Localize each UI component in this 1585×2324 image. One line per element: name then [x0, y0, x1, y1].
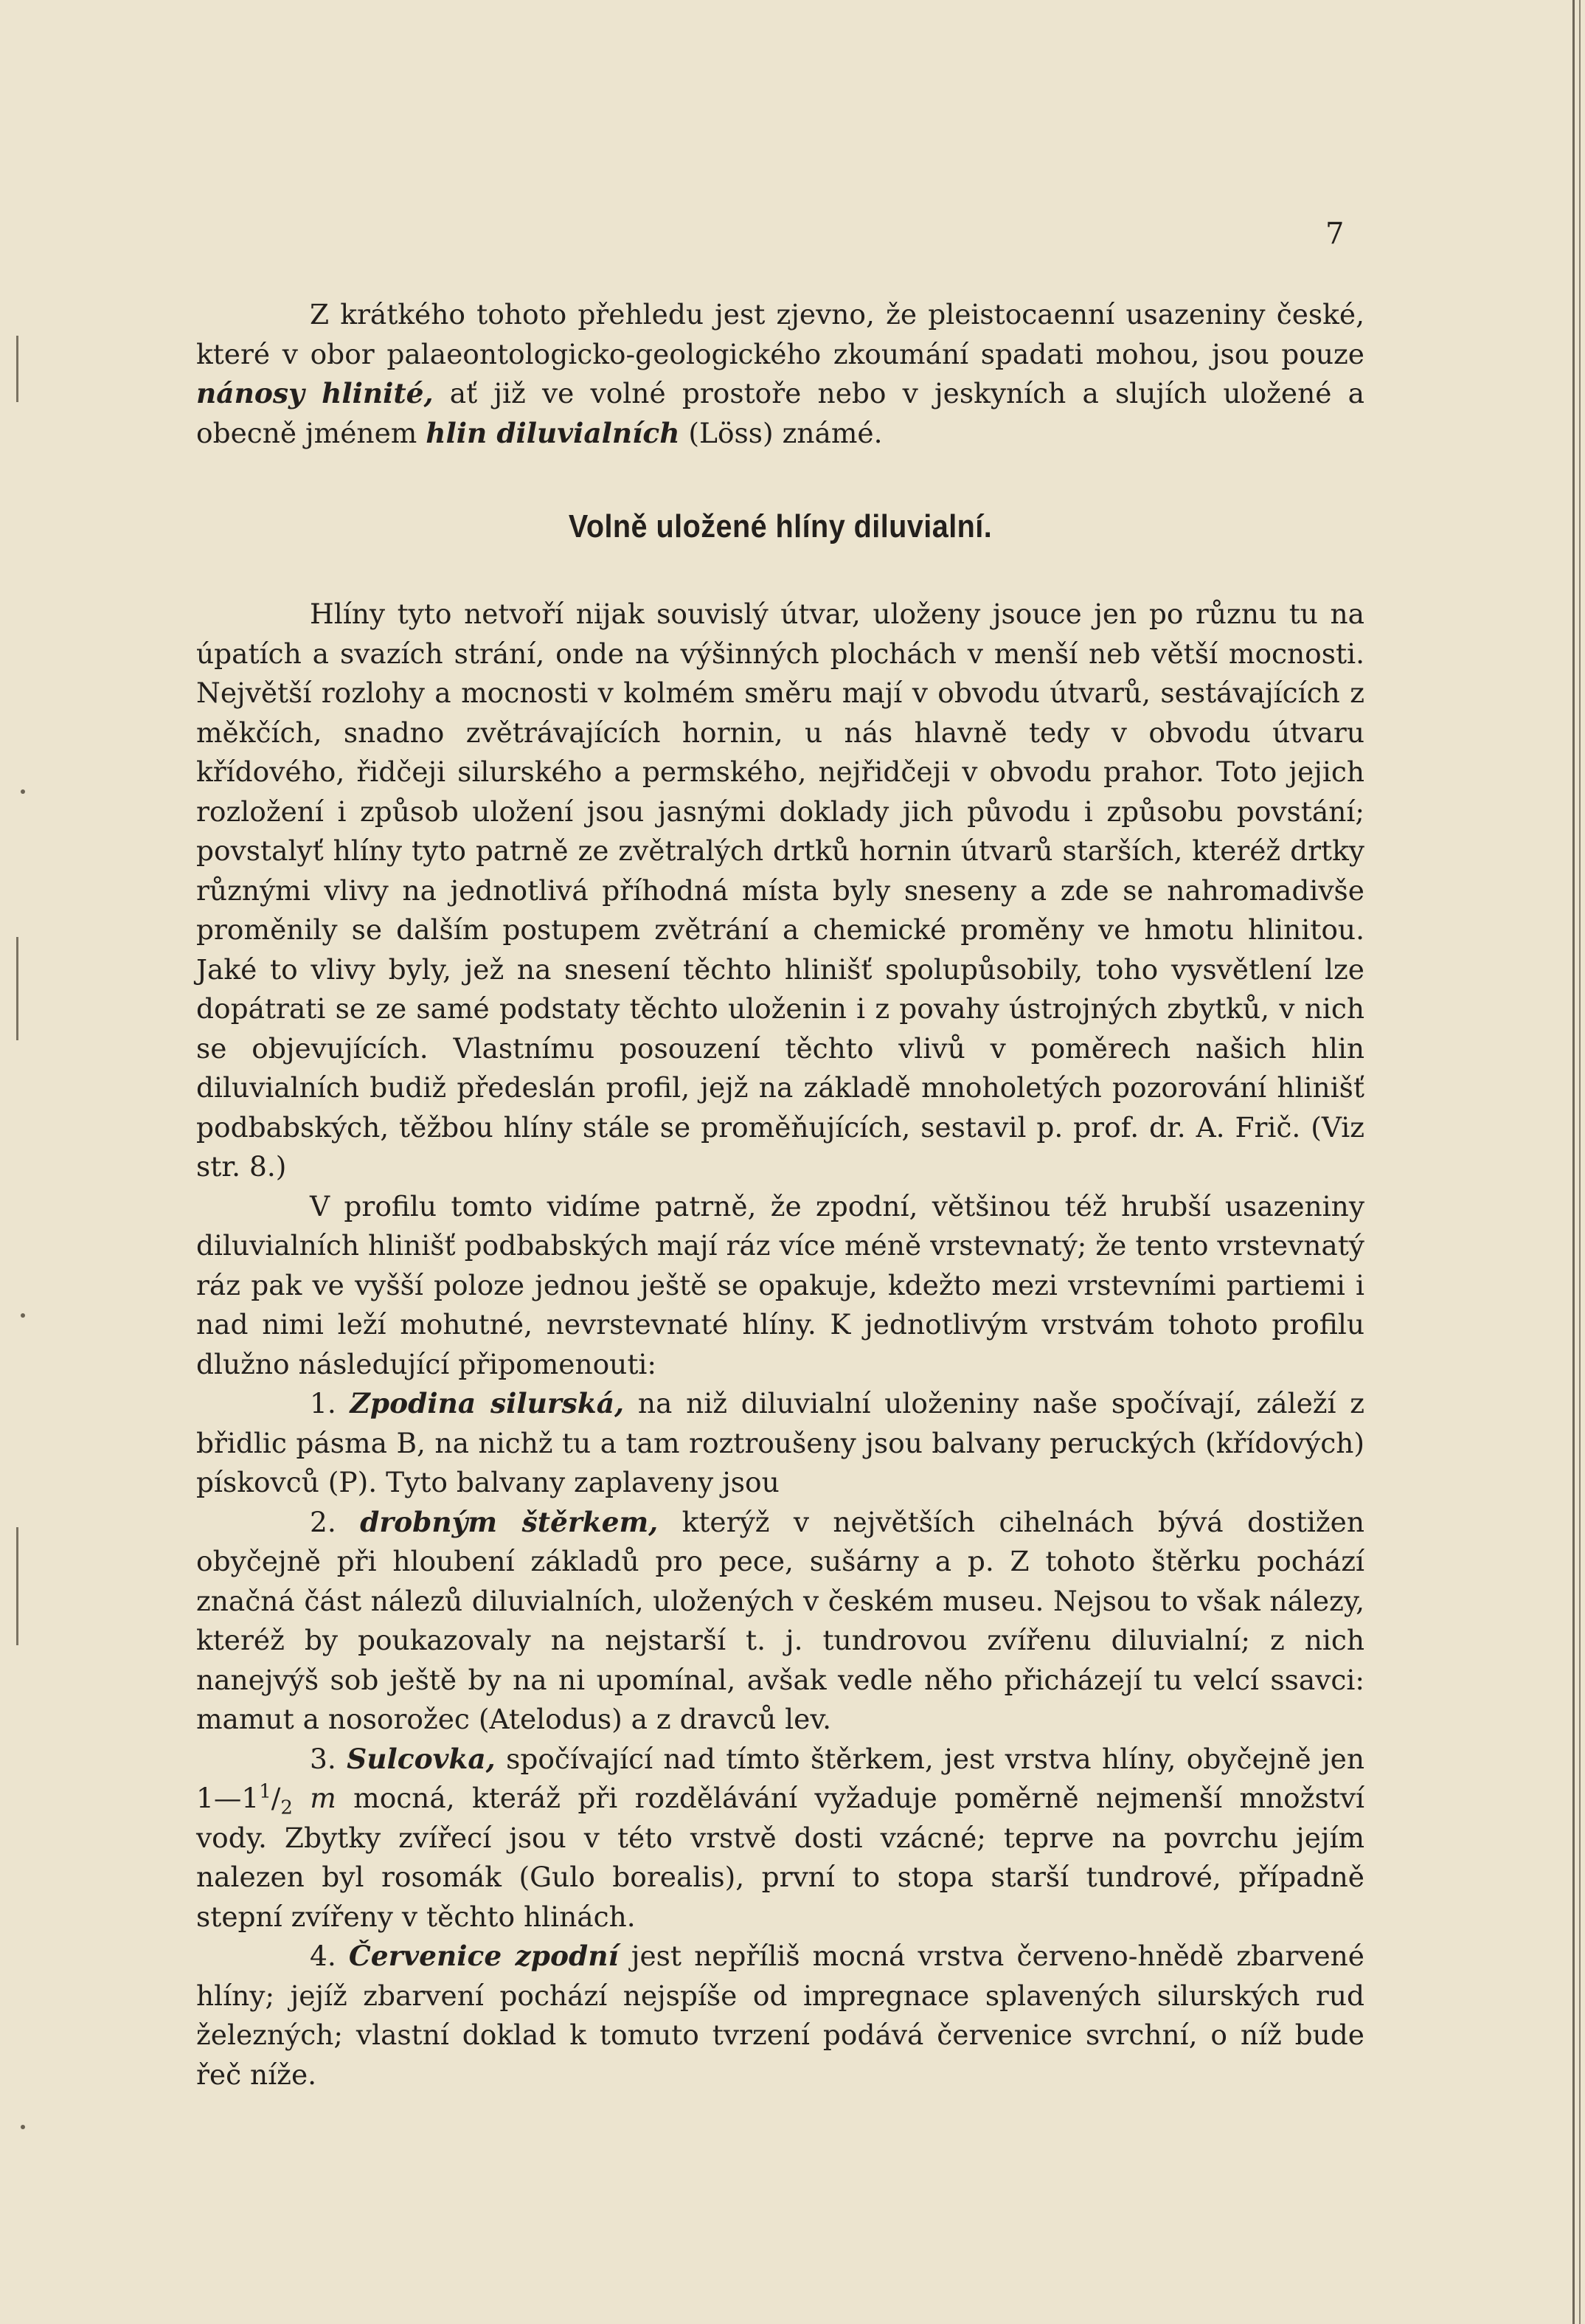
fraction-slash: / — [271, 1782, 281, 1814]
intro-emphasis: nánosy hlinité, — [196, 377, 434, 409]
list-item-number: 3. — [310, 1742, 347, 1775]
list-item-3 — [196, 1740, 1364, 1937]
paragraph-profil: V profilu tomto vidíme patrně, že zpodní, většinou též hrubší usazeniny diluvialních hlinišť podbabských mají ráz více méně vrstevnatý; že tento vrstevnatý ráz pak ve vyšší poloze jednou ještě se opakuje, kdežto mezi vrstevními partiemi i nad nimi leží mohutné, nevrstevnaté hlíny. K jednotlivým vrstvám tohoto profilu dlužno následující připomenouti: — [196, 1189, 1364, 1380]
list-item-term: Zpodina silurská, — [350, 1387, 625, 1419]
list-item-term: Sulcovka, — [347, 1742, 496, 1775]
margin-dot — [21, 1313, 25, 1318]
unit-label: m — [292, 1782, 336, 1814]
fraction-denominator: 2 — [280, 1796, 293, 1819]
list-item-2 — [196, 1503, 1364, 1740]
list-item-text: mocná, kteráž při rozdělávání vyžaduje poměrně nejmenší množství vody. Zbytky zvířecí jsou v této vrstvě dosti vzácné; teprve na povrchu jejím nalezen byl rosomák (Gulo borealis), první to stopa starší tundrové, případně stepní zvířeny v těchto hlinách. — [196, 1782, 1364, 1933]
page-edge-line-outer — [1579, 0, 1581, 2324]
list-item-text: jest nepříliš mocná vrstva červeno-hnědě zbarvené hlíny; jejíž zbarvení pochází nejspíše od impregnace splavených silurských rud železných; vlastní doklad k tomuto tvrzení podává červenice svrchní, o níž bude řeč níže. — [196, 1940, 1364, 2091]
intro-emphasis: hlin diluvialních — [426, 416, 680, 449]
margin-mark — [16, 937, 18, 1040]
list-item-number: 4. — [310, 1940, 349, 1972]
intro-text: ať již ve volné prostoře nebo v jeskyních a slujích uložené a obecně jménem — [196, 377, 1364, 449]
fraction-numerator: 1 — [259, 1780, 271, 1803]
intro-text: Z krátkého tohoto přehledu jest zjevno, že pleistocaenní usazeniny české, které v obor palaeontologicko-geologického zkoumání spadati mohou, jsou pouze — [196, 298, 1364, 370]
list-item-number: 2. — [310, 1505, 361, 1538]
margin-mark — [16, 1527, 18, 1645]
page-number: 7 — [1325, 217, 1345, 251]
margin-dot — [21, 2125, 25, 2129]
margin-dot — [21, 789, 25, 794]
margin-mark — [16, 336, 18, 402]
list-item-term: Červenice zpodní — [348, 1940, 619, 1972]
body-text — [196, 295, 1364, 2095]
section-heading — [196, 506, 1364, 547]
list-item-text: spočívající nad tímto štěrkem, jest vrstva hlíny, obyčejně jen 1—1 — [196, 1742, 1365, 1814]
list-item-1 — [196, 1384, 1364, 1503]
list-item-4 — [196, 1937, 1364, 2095]
intro-paragraph — [196, 295, 1364, 453]
list-item-number: 1. — [310, 1387, 350, 1419]
list-item-text: kterýž v největších cihelnách bývá dostižen obyčejně při hloubení základů pro pece, sušárny a p. Z tohoto štěrku pochází značná část nálezů diluvialních, uložených v českém museu. Nejsou to však nálezy, kteréž by poukazovaly na nejstarší t. j. tundrovou zvířenu diluvialní; z nich nanejvýš sob ještě by na ni upomínal, avšak vedle něho přicházejí tu velcí ssavci: mamut a nosorožec (Atelodus) a z dravců lev. — [196, 1505, 1365, 1735]
intro-text: (Löss) známé. — [679, 416, 883, 449]
list-item-term: drobným štěrkem, — [360, 1505, 659, 1538]
paragraph-hliny: Hlíny tyto netvoří nijak souvislý útvar, uloženy jsouce jen po různu tu na úpatích a svazích strání, onde na výšinných plochách v menší neb větší mocnosti. Největší rozlohy a mocnosti v kolmém směru mají v obvodu útvarů, sestávajících z měkčích, snadno zvětrávajících hornin, u nás hlavně tedy v obvodu útvaru křídového, řidčeji silurského a permského, nejřidčeji v obvodu prahor. Toto jejich rozložení i způsob uložení jsou jasnými doklady jich původu i způsobu povstání; povstalyť hlíny tyto patrně ze zvětralých drtků hornin útvarů starších, kteréž drtky různými vlivy na jednotlivá příhodná místa byly sneseny a zde se nahromadivše proměnily se dalším postupem zvětrání a chemické proměny ve hmotu hlinitou. Jaké to vlivy byly, jež na snesení těchto hlinišť spolupůsobily, toho vysvětlení lze dopátrati se ze samé podstaty těchto uloženin i z povahy ústrojných zbytků, v nich se objevujících. Vlastnímu posouzení těchto vlivů v poměrech našich hlin diluvialních budiž předeslán profil, jejž na základě mnoholetých pozorování hlinišť podbabských, těžbou hlíny stále se proměňujících, sestavil p. prof. dr. A. Frič. (Viz str. 8.) — [196, 598, 1364, 1183]
list-item-text: na niž diluvialní uloženiny naše spočívají, záleží z břidlic pásma B, na nichž tu a tam roztroušeny jsou balvany peruckých (křídových) pískovců (P). Tyto balvany zaplaveny jsou — [196, 1387, 1364, 1498]
page-edge-line — [1572, 0, 1575, 2324]
section-heading-text: Volně uložené hlíny diluvialní. — [568, 508, 993, 544]
